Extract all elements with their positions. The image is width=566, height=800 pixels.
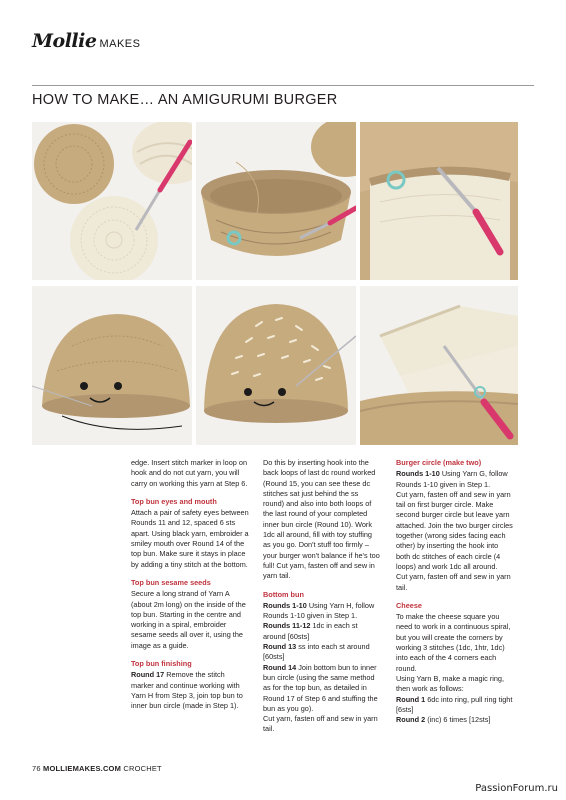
text-column-1	[131, 458, 249, 712]
photo-step-6	[360, 286, 518, 445]
round-text: Using Yarn H, follow Rounds 1-10 given in Step 1.	[263, 600, 375, 621]
round-instruction	[396, 469, 514, 490]
photo-step-2	[196, 122, 356, 280]
round-text: (inc) 6 times [12sts]	[425, 715, 491, 725]
footer-site: MOLLIEMAKES.COM	[43, 764, 122, 773]
photo-step-4	[32, 286, 192, 445]
round-text: Using Yarn G, follow Rounds 1-10 given in Step 1.	[396, 469, 508, 489]
body-paragraph: edge. Insert stitch marker in loop on hook and do not cut yarn, you will carry on working this yarn at Step 6.	[131, 458, 248, 488]
round-instruction	[396, 695, 514, 716]
body-paragraph: Cut yarn, fasten off and sew in yarn tail.	[396, 572, 511, 592]
round-label: Round 1	[396, 694, 426, 704]
round-text: ss into each st around [60sts]	[263, 642, 370, 662]
page-title: HOW TO MAKE… AN AMIGURUMI BURGER	[32, 92, 338, 108]
footer-section: CROCHET	[123, 764, 162, 773]
round-label: Rounds 11-12	[263, 621, 311, 631]
round-label: Round 14	[263, 662, 297, 672]
text-column-2	[263, 458, 381, 740]
header-rule	[32, 85, 534, 86]
photo-step-1	[32, 122, 192, 280]
photo-grid	[32, 122, 518, 445]
page-number: 76	[32, 764, 41, 773]
round-label: Rounds 1-10	[263, 600, 307, 610]
body-paragraph: Secure a long strand of Yarn A (about 2m long) on the inside of the top bun. Starting in the centre and working in a spiral, embroider sesame seeds all over it, using the image as a guide.	[131, 589, 246, 650]
body-paragraph: Attach a pair of safety eyes between Rounds 11 and 12, spaced 6 sts apart. Using black yarn, embroider a smiley mouth over Round 14 of the top bun. Make sure it stays in place by adding a tiny stitch at the bottom.	[131, 508, 249, 569]
round-instruction	[263, 663, 381, 714]
round-text: Remove the stitch marker and continue working with Yarn H from Step 3, join top bun to inner bun circle (made in Step 1).	[131, 670, 243, 711]
body-paragraph: Do this by inserting hook into the back loops of last dc round worked (Round 15, you can see these dc stitches sat just behind the ss round) and also into both loops of the last round of your completed inner bun circle (Round 10). Work 1dc all around, fill with toy stuffing as you go. Don't stuff too firmly – your burger won't balance if he's too full! Cut yarn, fasten off and sew in yarn tail.	[263, 458, 380, 581]
section-heading: Top bun sesame seeds	[131, 577, 211, 587]
logo-script: Mollie	[32, 30, 97, 52]
body-paragraph: Using Yarn B, make a magic ring, then work as follows:	[396, 673, 505, 694]
text-column-3	[396, 458, 514, 725]
round-label: Round 17	[131, 670, 165, 680]
round-instruction	[263, 642, 381, 663]
section-heading: Cheese	[396, 600, 422, 610]
round-text: Join bottom bun to inner bun circle (using the same method as for the top bun, as detailed in Round 17 of Step 6 and stuffing the bun as you go).	[263, 662, 378, 713]
round-label: Rounds 1-10	[396, 469, 440, 479]
section-heading: Bottom bun	[263, 589, 304, 599]
round-instruction	[263, 601, 381, 622]
body-paragraph: Cut yarn, fasten off and sew in yarn tail.	[263, 714, 378, 734]
photo-step-3	[360, 122, 518, 280]
magazine-logo	[32, 30, 140, 52]
round-label: Round 13	[263, 642, 297, 652]
round-label: Round 2	[396, 715, 426, 725]
section-heading: Burger circle (make two)	[396, 458, 482, 467]
round-instruction	[263, 621, 381, 642]
section-heading: Top bun finishing	[131, 659, 192, 669]
photo-step-5	[196, 286, 356, 445]
round-instruction	[131, 670, 249, 711]
body-paragraph: Cut yarn, fasten off and sew in yarn tail on first burger circle. Make second burger circle but leave yarn attached. Join the two burger circles together (wrong sides facing each other) by inserting the hook into both dc stitches of each circle (4 loops) and work 1dc all around.	[396, 489, 513, 571]
logo-makes: MAKES	[99, 38, 141, 50]
round-text: 6dc into ring, pull ring tight [6sts]	[396, 694, 513, 714]
round-text: 1dc in each st around [60sts]	[263, 621, 358, 641]
body-paragraph: To make the cheese square you need to work in a continuous spiral, but you will create the corners by working 3 stitches (1dc, 1htr, 1dc) into each of the 4 corners each round.	[396, 612, 511, 673]
section-heading: Top bun eyes and mouth	[131, 496, 217, 506]
round-instruction	[396, 715, 514, 725]
watermark: PassionForum.ru	[475, 783, 558, 794]
page-footer	[32, 764, 162, 773]
